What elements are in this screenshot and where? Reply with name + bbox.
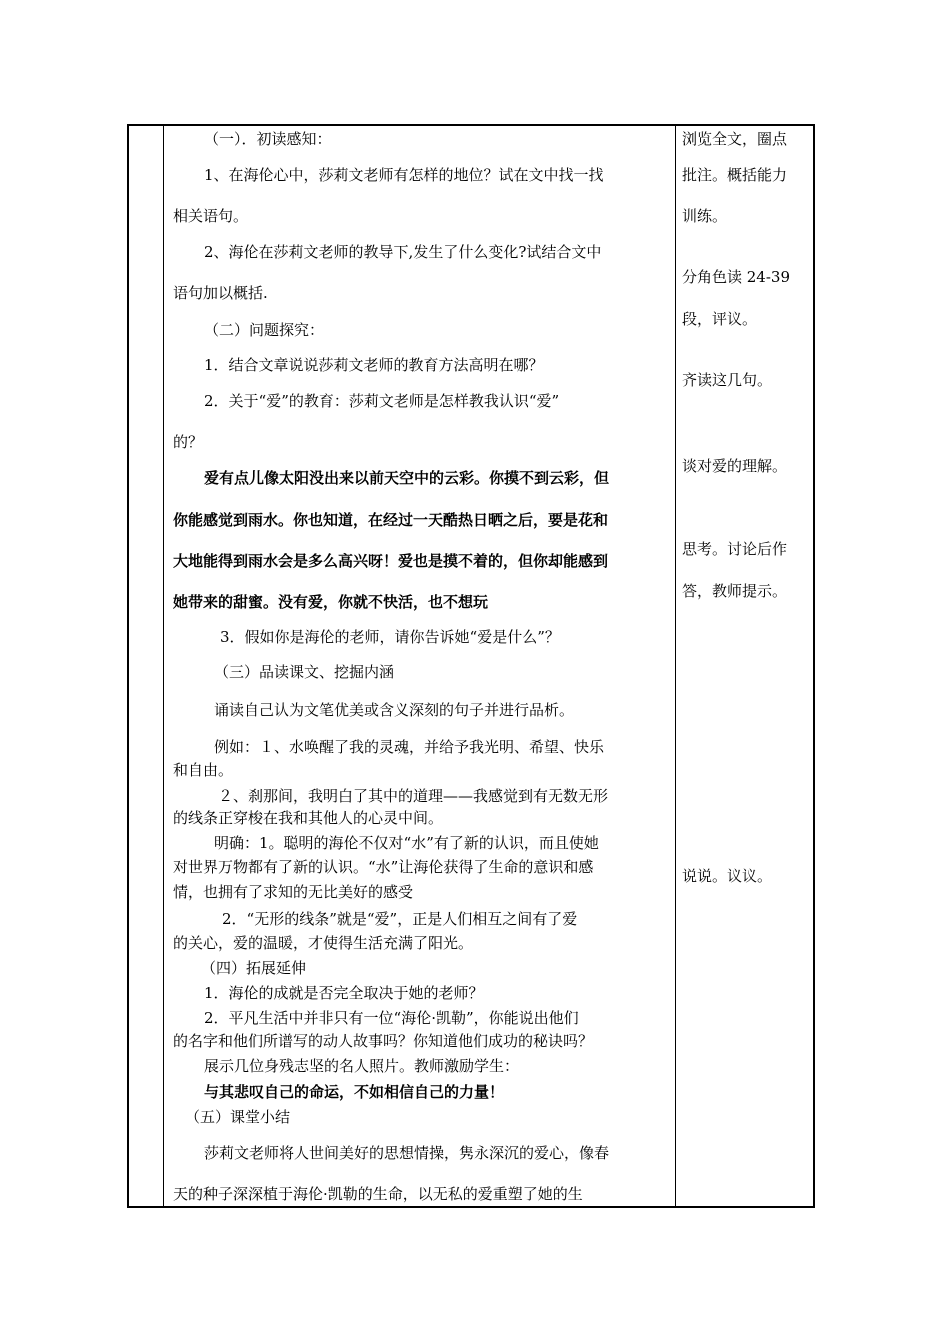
love-quote-line-2: 你能感觉到雨水。你也知道，在经过一天酷热日晒之后，要是花和: [173, 511, 609, 529]
note-2-line-2: 段，评议。: [682, 310, 758, 328]
summary-line-1: 莎莉文老师将人世间美好的思想情操，隽永深沉的爱心，像春: [204, 1144, 610, 1162]
love-quote-line-1: 爱有点儿像太阳没出来以前天空中的云彩。你摸不到云彩，但: [204, 469, 610, 487]
section-1-title: （一）．初读感知：: [204, 130, 332, 148]
note-5-line-2: 答，教师提示。: [682, 582, 788, 600]
answer-2-line-1: 2．“无形的线条”就是“爱”，正是人们相互之间有了爱: [222, 910, 578, 928]
love-quote-line-4: 她带来的甜蜜。没有爱，你就不快活，也不想玩: [173, 593, 489, 611]
answer-1-line-1: 明确：1。聪明的海伦不仅对“水”有了新的认识，而且使她: [214, 834, 599, 852]
extension-3: 展示几位身残志坚的名人照片。教师激励学生：: [204, 1057, 520, 1075]
note-1-line-3: 训练。: [682, 207, 728, 225]
extension-2-line-2: 的名字和他们所谱写的动人故事吗？你知道他们成功的秘诀吗？: [173, 1032, 594, 1050]
example-2-line-1: ２、刹那间，我明白了其中的道理——我感觉到有无数无形: [218, 787, 609, 805]
section-3-title: （三）品读课文、挖掘内涵: [214, 663, 395, 681]
section-3-intro: 诵读自己认为文笔优美或含义深刻的句子并进行品析。: [214, 701, 575, 719]
question-1-line-1: 1、在海伦心中，莎莉文老师有怎样的地位？试在文中找一找: [204, 166, 604, 184]
example-1-line-2: 和自由。: [173, 761, 234, 779]
note-3: 齐读这几句。: [682, 371, 773, 389]
note-4: 谈对爱的理解。: [682, 457, 788, 475]
column-divider-1: [163, 126, 164, 1206]
problem-2-line-2: 的？: [173, 433, 204, 451]
note-1-line-2: 批注。概括能力: [682, 166, 788, 184]
question-2-line-2: 语句加以概括.: [173, 284, 268, 302]
problem-2-line-1: 2．关于“爱”的教育：莎莉文老师是怎样教我认识“爱”: [204, 392, 560, 410]
column-divider-2: [675, 126, 676, 1206]
love-quote-line-3: 大地能得到雨水会是多么高兴呀！爱也是摸不着的，但你却能感到: [173, 552, 609, 570]
section-5-title: （五）课堂小结: [185, 1108, 291, 1126]
section-4-title: （四）拓展延伸: [201, 959, 307, 977]
note-2-line-1: 分角色读 24-39: [682, 268, 791, 286]
answer-1-line-3: 情，也拥有了求知的无比美好的感受: [173, 883, 414, 901]
summary-line-2: 天的种子深深植于海伦·凯勒的生命，以无私的爱重塑了她的生: [173, 1185, 583, 1203]
answer-2-line-2: 的关心，爱的温暖，才使得生活充满了阳光。: [173, 934, 474, 952]
extension-1: 1．海伦的成就是否完全取决于她的老师？: [204, 984, 484, 1002]
problem-3: 3．假如你是海伦的老师，请你告诉她“爱是什么”？: [220, 628, 560, 646]
question-1-line-2: 相关语句。: [173, 207, 249, 225]
question-2-line-1: 2、海伦在莎莉文老师的教导下,发生了什么变化?试结合文中: [204, 243, 602, 261]
motto: 与其悲叹自己的命运，不如相信自己的力量！: [204, 1083, 505, 1101]
note-1-line-1: 浏览全文，圈点: [682, 130, 788, 148]
note-5-line-1: 思考。讨论后作: [682, 540, 788, 558]
answer-1-line-2: 对世界万物都有了新的认识。“水”让海伦获得了生命的意识和感: [173, 858, 594, 876]
section-2-title: （二）问题探究：: [204, 321, 325, 339]
problem-1: 1．结合文章说说莎莉文老师的教育方法高明在哪？: [204, 356, 544, 374]
extension-2-line-1: 2．平凡生活中并非只有一位“海伦·凯勒”，你能说出他们: [204, 1009, 579, 1027]
note-6: 说说。议议。: [682, 867, 773, 885]
example-2-line-2: 的线条正穿梭在我和其他人的心灵中间。: [173, 809, 444, 827]
example-1-line-1: 例如：１、水唤醒了我的灵魂，并给予我光明、希望、快乐: [214, 738, 605, 756]
